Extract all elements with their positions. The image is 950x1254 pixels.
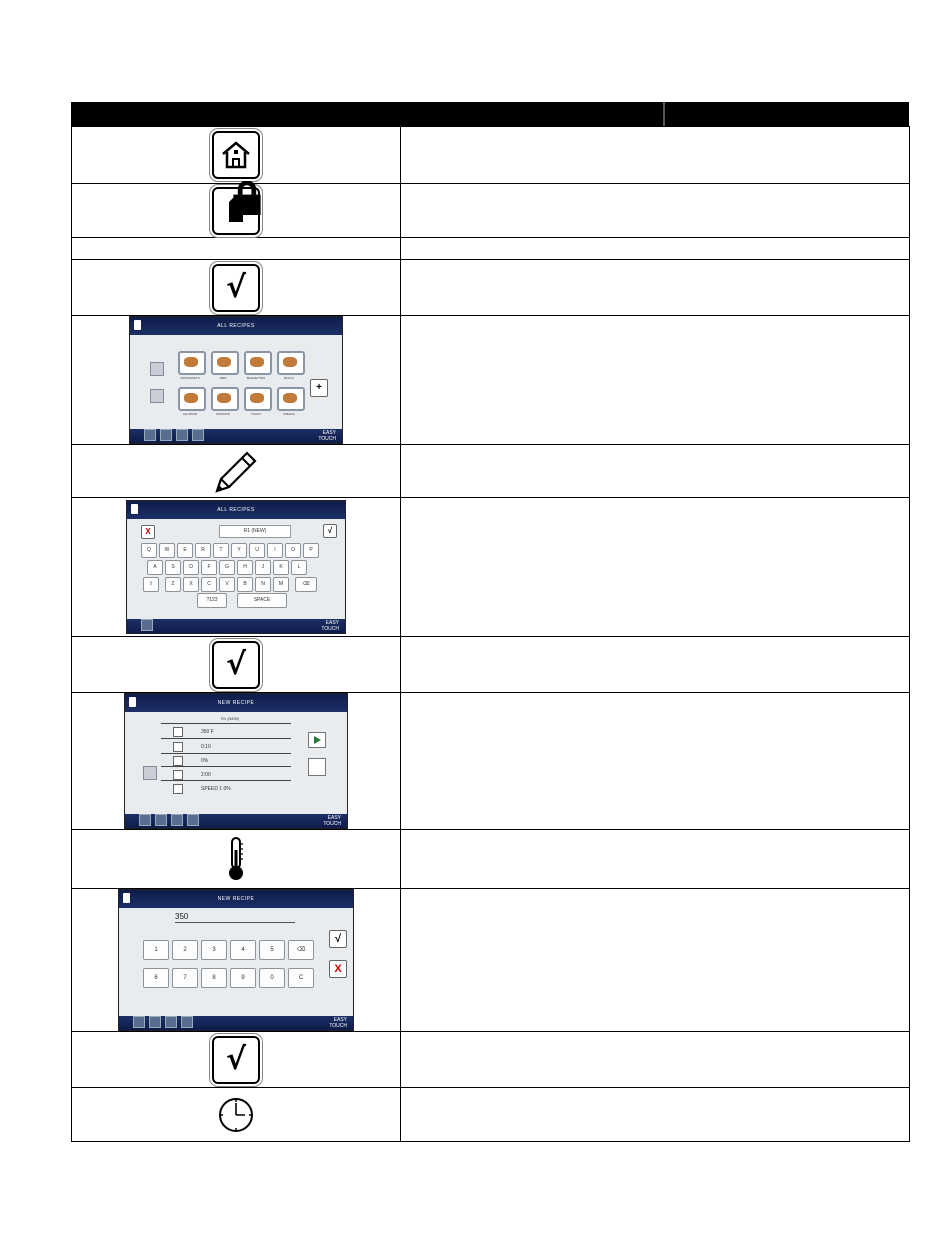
home-icon[interactable] bbox=[212, 131, 260, 179]
home-tool-button[interactable] bbox=[139, 814, 151, 826]
keyboard-key[interactable]: E bbox=[177, 543, 193, 558]
keyboard-key[interactable]: L bbox=[291, 560, 307, 575]
temperature-icon bbox=[173, 727, 183, 737]
delete-tool-button[interactable] bbox=[181, 1016, 193, 1028]
humidity-icon bbox=[173, 756, 183, 766]
table-header-bar bbox=[71, 102, 909, 126]
recipe-tile[interactable] bbox=[244, 387, 272, 411]
keyboard-key[interactable]: N bbox=[255, 577, 271, 592]
number-key[interactable]: 9 bbox=[230, 968, 256, 988]
recipe-tile[interactable] bbox=[277, 351, 305, 375]
keyboard-key[interactable]: U bbox=[249, 543, 265, 558]
home-tool-button[interactable] bbox=[144, 429, 156, 441]
recipe-book-lock-icon[interactable] bbox=[212, 187, 260, 235]
number-key[interactable]: 5 bbox=[259, 940, 285, 960]
number-key[interactable]: 7 bbox=[172, 968, 198, 988]
add-recipe-button[interactable]: + bbox=[310, 379, 328, 397]
time-icon bbox=[173, 742, 183, 752]
numpad-screen bbox=[118, 889, 354, 1031]
keyboard-key[interactable]: M bbox=[273, 577, 289, 592]
home-tool-button[interactable] bbox=[133, 1016, 145, 1028]
keyboard-key[interactable]: Q bbox=[141, 543, 157, 558]
table-row bbox=[72, 637, 910, 693]
recipe-tile[interactable] bbox=[178, 351, 206, 375]
edit-tool-button[interactable] bbox=[165, 1016, 177, 1028]
brand-logo: EASY TOUCH bbox=[329, 1017, 347, 1029]
brand-logo: EASY TOUCH bbox=[323, 815, 341, 827]
number-key[interactable]: 4 bbox=[230, 940, 256, 960]
brand-logo: EASY TOUCH bbox=[321, 620, 339, 632]
keyboard-key[interactable]: F bbox=[201, 560, 217, 575]
table-row bbox=[72, 184, 910, 238]
brand-logo: EASY TOUCH bbox=[318, 430, 336, 442]
checkmark-icon[interactable]: √ bbox=[212, 264, 260, 312]
keyboard-key[interactable]: T bbox=[213, 543, 229, 558]
clock-icon[interactable] bbox=[216, 1095, 256, 1135]
keyboard-key[interactable]: H bbox=[237, 560, 253, 575]
keyboard-key[interactable]: W bbox=[159, 543, 175, 558]
pencil-icon[interactable] bbox=[211, 447, 261, 495]
menu-tool-button[interactable] bbox=[160, 429, 172, 441]
save-button[interactable] bbox=[308, 758, 326, 776]
confirm-button[interactable]: √ bbox=[329, 930, 347, 948]
edit-tool-button[interactable] bbox=[171, 814, 183, 826]
number-key[interactable]: 6 bbox=[143, 968, 169, 988]
backspace-key[interactable]: ⌫ bbox=[288, 940, 314, 960]
keyboard-key[interactable]: I bbox=[267, 543, 283, 558]
number-key[interactable]: 8 bbox=[201, 968, 227, 988]
recipe-tile[interactable] bbox=[211, 351, 239, 375]
number-key[interactable]: 3 bbox=[201, 940, 227, 960]
keyboard-key[interactable]: D bbox=[183, 560, 199, 575]
temperature-value[interactable]: 350 F bbox=[201, 729, 214, 735]
table-row bbox=[72, 693, 910, 830]
table-row bbox=[72, 1032, 910, 1088]
number-key[interactable]: 2 bbox=[172, 940, 198, 960]
menu-tool-button[interactable] bbox=[155, 814, 167, 826]
keyboard-key[interactable]: X bbox=[183, 577, 199, 592]
keyboard-screen bbox=[126, 500, 346, 634]
value-input[interactable]: 350 bbox=[175, 912, 189, 921]
thermometer-icon[interactable] bbox=[225, 836, 247, 882]
play-button[interactable] bbox=[308, 732, 326, 748]
recipe-tile[interactable] bbox=[211, 387, 239, 411]
keyboard-key[interactable]: Z bbox=[165, 577, 181, 592]
keyboard-key[interactable]: O bbox=[285, 543, 301, 558]
cancel-button[interactable]: X bbox=[329, 960, 347, 978]
checkmark-icon[interactable]: √ bbox=[212, 641, 260, 689]
recipe-tile[interactable] bbox=[244, 351, 272, 375]
fan-icon bbox=[173, 784, 183, 794]
backspace-key[interactable]: ⌫ bbox=[295, 577, 317, 592]
keyboard-key[interactable]: J bbox=[255, 560, 271, 575]
recipe-tile[interactable] bbox=[277, 387, 305, 411]
all-recipes-screen: ALL RECIPES CROISSANTS PIES BAGUETTES ROLLS ALLSPICE MUFFINS TOAST STEAKS + EASY TOUCH bbox=[129, 316, 343, 444]
keyboard-key[interactable]: C bbox=[201, 577, 217, 592]
table-row bbox=[72, 498, 910, 637]
keyboard-key[interactable]: A bbox=[147, 560, 163, 575]
number-key[interactable]: C bbox=[288, 968, 314, 988]
keyboard-key[interactable]: G bbox=[219, 560, 235, 575]
screen-title: ALL RECIPES bbox=[127, 501, 345, 519]
recipe-book-icon bbox=[134, 320, 141, 330]
keyboard-key[interactable]: R bbox=[195, 543, 211, 558]
table-row bbox=[72, 889, 910, 1032]
number-key[interactable]: 0 bbox=[259, 968, 285, 988]
table-row bbox=[72, 1088, 910, 1142]
lock-icon bbox=[230, 181, 264, 215]
procedure-table bbox=[71, 126, 910, 1142]
name-input[interactable]: R1 (NEW) bbox=[219, 525, 291, 538]
recipe-tile[interactable] bbox=[178, 387, 206, 411]
cancel-button[interactable]: X bbox=[141, 525, 155, 539]
keyboard-key[interactable]: V bbox=[219, 577, 235, 592]
time-value[interactable]: 0:10 bbox=[201, 744, 211, 750]
timer-icon bbox=[173, 770, 183, 780]
edit-tool-button[interactable] bbox=[176, 429, 188, 441]
screen-title: ALL RECIPES bbox=[130, 317, 342, 335]
table-row bbox=[72, 260, 910, 316]
keyboard-key[interactable]: K bbox=[273, 560, 289, 575]
delete-tool-button[interactable] bbox=[192, 429, 204, 441]
number-key[interactable]: 1 bbox=[143, 940, 169, 960]
space-key[interactable]: SPACE bbox=[237, 593, 287, 608]
scroll-up-button[interactable] bbox=[150, 362, 164, 376]
screen-title: NEW RECIPE bbox=[125, 694, 347, 712]
delete-tool-button[interactable] bbox=[187, 814, 199, 826]
confirm-button[interactable]: √ bbox=[323, 524, 337, 538]
keyboard-key[interactable]: S bbox=[165, 560, 181, 575]
numbers-key[interactable]: ?123 bbox=[197, 593, 227, 608]
back-tool-button[interactable] bbox=[141, 619, 153, 631]
table-row bbox=[72, 238, 910, 260]
table-row bbox=[72, 830, 910, 889]
new-recipe-screen: NEW RECIPE R1 (NEW) 350 F 0:10 0% 2:00 SPEED 1 0% EASY TOUCH bbox=[124, 693, 348, 829]
info-button[interactable] bbox=[143, 766, 157, 780]
timer-value[interactable]: 2:00 bbox=[201, 772, 211, 778]
fan-value[interactable]: SPEED 1 0% bbox=[201, 786, 231, 792]
keyboard-key[interactable]: P bbox=[303, 543, 319, 558]
scroll-down-button[interactable] bbox=[150, 389, 164, 403]
humidity-value[interactable]: 0% bbox=[201, 758, 209, 764]
keyboard-key[interactable]: B bbox=[237, 577, 253, 592]
table-row bbox=[72, 316, 910, 445]
checkmark-icon[interactable]: √ bbox=[212, 1036, 260, 1084]
shift-key[interactable]: ⇧ bbox=[143, 577, 159, 592]
keyboard-key[interactable]: Y bbox=[231, 543, 247, 558]
screen-title: NEW RECIPE bbox=[119, 890, 353, 908]
table-row bbox=[72, 445, 910, 498]
menu-tool-button[interactable] bbox=[149, 1016, 161, 1028]
table-row bbox=[72, 127, 910, 184]
